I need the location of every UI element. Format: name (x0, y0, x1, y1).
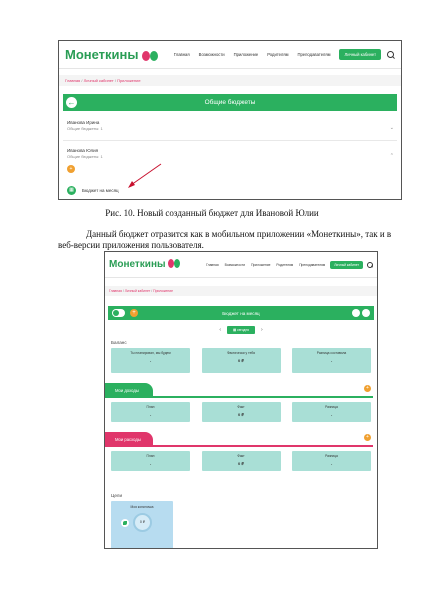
cabinet-button[interactable]: Личный кабинет (330, 261, 363, 269)
expense-cards (105, 451, 377, 471)
breadcrumb: Главная / Личный кабинет / Приложение (105, 286, 377, 296)
member-budget-count: Общие бюджеты: 1 (67, 126, 103, 131)
toggle-icon[interactable] (112, 309, 125, 317)
member-item[interactable] (63, 111, 397, 141)
expense-card: Факт 0 ₽ (202, 451, 281, 471)
body-paragraph: Данный бюджет отразится как в мобильном приложении «Монеткины», так и в веб-версии приложения пользователя. (58, 229, 392, 250)
plus-icon[interactable]: + (364, 385, 371, 392)
screenshot-month-budget (104, 251, 378, 549)
logo-mark-icon (167, 259, 181, 269)
site-logo[interactable] (109, 259, 181, 270)
logo-mark-icon (141, 50, 159, 62)
plus-icon[interactable]: + (130, 309, 138, 317)
plus-icon[interactable]: + (364, 434, 371, 441)
expense-card: План - (111, 451, 190, 471)
balance-card: Разница составила - (292, 348, 371, 373)
prev-date-icon[interactable]: ‹ (219, 326, 222, 333)
nav-link-home[interactable]: Главная (173, 52, 190, 57)
income-section-tab[interactable] (105, 383, 377, 399)
balance-cards (105, 348, 377, 373)
goal-label: Моя копилочка (130, 505, 154, 509)
month-budget-header (108, 306, 374, 320)
top-nav (59, 41, 401, 69)
nav-link-parents[interactable]: Родителям (276, 262, 294, 267)
nav-links (181, 261, 373, 269)
nav-link-parents[interactable]: Родителям (267, 52, 289, 57)
budget-icon: ▦ (67, 186, 76, 195)
header-title: Общие бюджеты (204, 99, 256, 106)
goal-card[interactable] (111, 501, 173, 549)
nav-link-teachers[interactable]: Преподавателям (297, 52, 331, 57)
expense-tab-label: Мои расходы (105, 432, 153, 447)
balance-label: Баланс (111, 340, 127, 345)
nav-link-teachers[interactable]: Преподавателям (299, 262, 326, 267)
new-budget-item[interactable] (67, 186, 393, 195)
site-logo[interactable] (65, 47, 159, 62)
plus-icon[interactable]: + (67, 165, 75, 173)
new-budget-label: Бюджет на месяц (82, 188, 119, 193)
screenshot-shared-budgets (58, 40, 402, 200)
nav-link-features[interactable]: Возможности (198, 52, 225, 57)
nav-link-home[interactable]: Главная (206, 262, 219, 267)
chevron-down-icon[interactable]: ⌄ (389, 125, 394, 131)
logo-text: Монеткины (65, 47, 139, 62)
annotation-arrow-icon (125, 161, 165, 191)
goals-label: Цели (111, 493, 123, 498)
top-nav (105, 252, 377, 278)
breadcrumb-current: Приложение (117, 78, 141, 83)
edit-icon[interactable] (352, 309, 360, 317)
search-icon[interactable] (387, 51, 395, 59)
expense-card: Разница - (292, 451, 371, 471)
nav-links (159, 49, 396, 60)
breadcrumb-cabinet[interactable]: Личный кабинет (124, 289, 151, 293)
balance-card: Ты планировал, мы будем - (111, 348, 190, 373)
back-arrow-icon[interactable]: ← (67, 98, 76, 107)
goal-progress-ring: 0 ₽ (133, 513, 152, 532)
breadcrumb-home[interactable]: Главная (109, 289, 122, 293)
income-card: Факт 0 ₽ (202, 402, 281, 422)
next-date-icon[interactable]: › (260, 326, 263, 333)
member-name: Иванова Юлия (67, 148, 99, 153)
piggy-bank-icon (121, 519, 129, 527)
breadcrumb-home[interactable]: Главная (65, 78, 81, 83)
breadcrumb-current: Приложение (153, 289, 174, 293)
date-selector (105, 325, 377, 334)
shared-budgets-header (63, 94, 397, 111)
balance-card: Фактически у тебя 0 ₽ (202, 348, 281, 373)
nav-link-app[interactable]: Приложение (233, 52, 259, 57)
breadcrumb-cabinet[interactable]: Личный кабинет (83, 78, 114, 83)
member-name: Иванова Ирина (67, 120, 100, 125)
income-cards (105, 402, 377, 422)
cabinet-button[interactable]: Личный кабинет (339, 49, 381, 60)
nav-link-app[interactable]: Приложение (251, 262, 271, 267)
member-item[interactable] (63, 141, 397, 186)
header-title: Бюджет на месяц (222, 310, 260, 316)
breadcrumb: Главная / Личный кабинет / Приложение (59, 75, 401, 86)
income-tab-label: Мои доходы (105, 383, 153, 398)
logo-text: Монеткины (109, 259, 166, 270)
settings-icon[interactable] (362, 309, 370, 317)
income-card: Разница - (292, 402, 371, 422)
nav-link-features[interactable]: Возможности (224, 262, 246, 267)
search-icon[interactable] (367, 262, 373, 268)
expense-section-tab[interactable] (105, 432, 377, 448)
income-card: План - (111, 402, 190, 422)
date-button[interactable]: ▦ сегодня (227, 326, 255, 334)
member-budget-count: Общие бюджеты: 1 (67, 154, 103, 159)
figure-caption: Рис. 10. Новый созданный бюджет для Ивановой Юлии (105, 208, 319, 218)
chevron-up-icon[interactable]: ⌃ (389, 153, 394, 159)
